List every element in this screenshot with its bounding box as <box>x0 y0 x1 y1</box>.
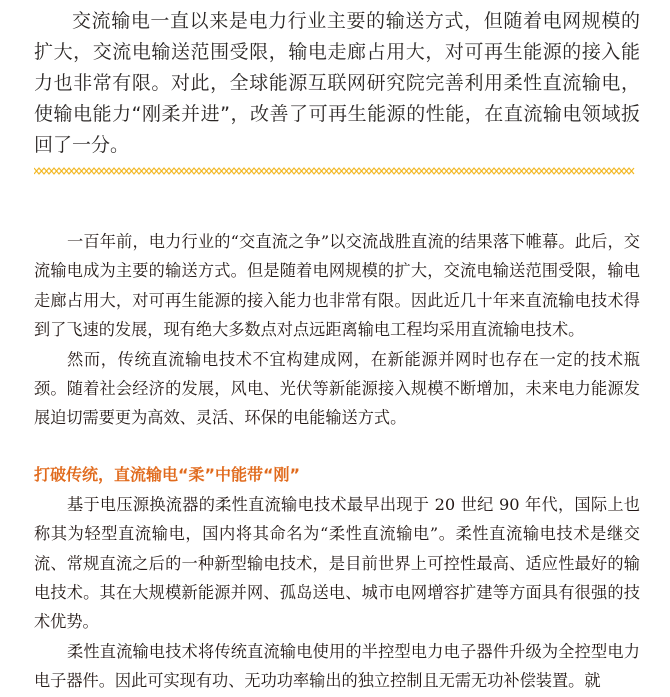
section-heading: 打破传统，直流输电“柔”中能带“刚” <box>34 464 301 484</box>
lead-paragraph: 交流输电一直以来是电力行业主要的输送方式，但随着电网规模的扩大，交流电输送范围受限，输电走廊占用大，对可再生能源的接入能力也非常有限。对此，全球能源互联网研究院完善利用柔性直流输电，使输电能力“刚柔并进”，改善了可再生能源的性能，在直流输电领域扳回了一分。 <box>34 10 640 156</box>
article-body <box>34 227 640 696</box>
body-paragraph-3: 基于电压源换流器的柔性直流输电技术最早出现于 20 世纪 90 年代，国际上也称其为轻型直流输电，国内将其命名为“柔性直流输电”。柔性直流输电技术是继交流、常规直流之后的一种新型输电技术，是目前世界上可控性最高、适应性最好的输电技术。其在大规模新能源并网、孤岛送电、城市电网增容扩建等方面具有很强的技术优势。 <box>34 494 640 632</box>
body-paragraph-4: 柔性直流输电技术将传统直流输电使用的半控型电力电子器件升级为全控型电力电子器件。因此可实现有功、无功功率输出的独立控制且无需无功补偿装置。就 <box>34 641 640 691</box>
body-paragraph-2: 然而，传统直流输电技术不宜构建成网，在新能源并网时也存在一定的技术瓶颈。随着社会经济的发展，风电、光伏等新能源接入规模不断增加，未来电力能源发展迫切需要更为高效、灵活、环保的电能输送方式。 <box>34 349 640 428</box>
body-paragraph-1: 一百年前，电力行业的“交直流之争”以交流战胜直流的结果落下帷幕。此后，交流输电成为主要的输送方式。但是随着电网规模的扩大，交流电输送范围受限，输电走廊占用大，对可再生能源的接入能力也非常有限。因此近几十年来直流输电技术得到了飞速的发展，现有绝大多数点对点远距离输电工程均采用直流输电技术。 <box>34 232 640 340</box>
zigzag-divider <box>34 165 638 177</box>
